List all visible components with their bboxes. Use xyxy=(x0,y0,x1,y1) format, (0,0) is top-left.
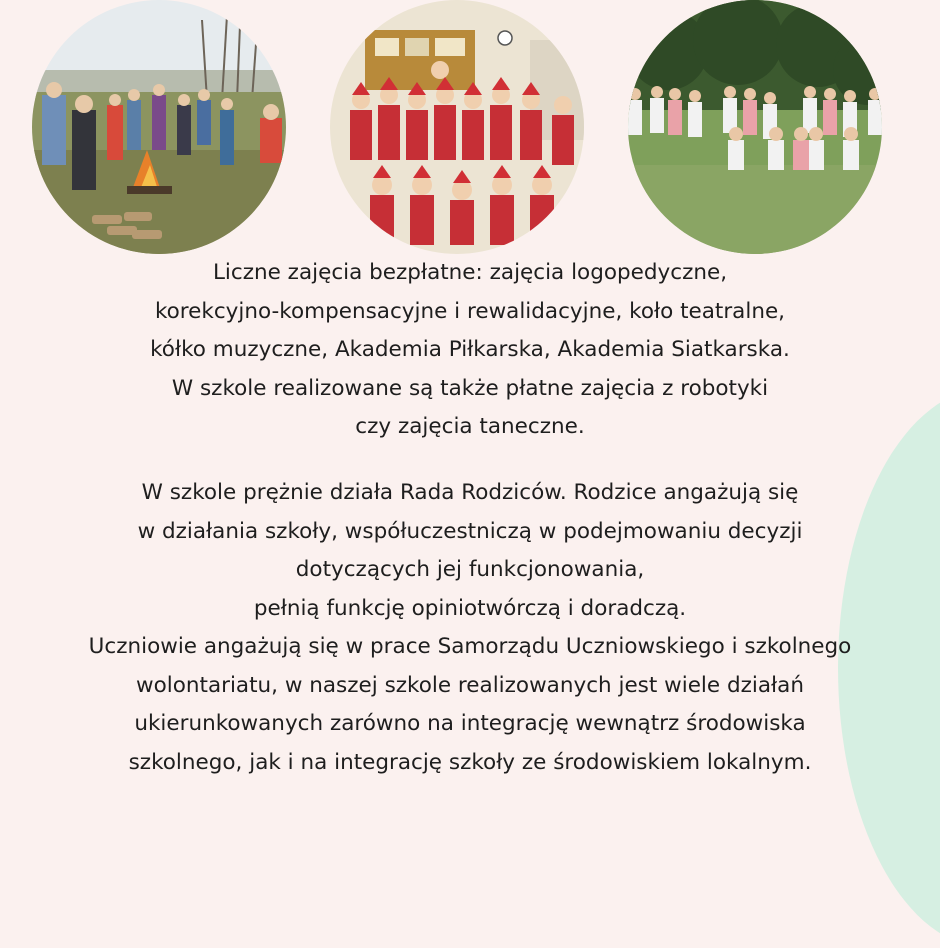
paragraph-line: pełnią funkcję opiniotwórczą i doradczą. xyxy=(253,595,687,621)
group-outdoor-photo-icon xyxy=(628,0,882,254)
paragraph-line: ukierunkowanych zarówno na integrację wewnątrz środowiska xyxy=(134,711,806,736)
paragraph-line: korekcyjno-kompensacyjne i rewalidacyjne, koło teatralne, xyxy=(154,298,786,324)
paragraph-activities xyxy=(0,254,940,447)
paragraph-line: dotyczących jej funkcjonowania, xyxy=(295,557,645,582)
campfire-photo-icon xyxy=(32,0,286,254)
paragraph-line: wolontariatu, w naszej szkole realizowanych jest wiele działań xyxy=(136,672,804,698)
christmas-class-photo-icon xyxy=(330,0,584,254)
paragraph-line: W szkole prężnie działa Rada Rodziców. Rodzice angażują się xyxy=(141,480,799,505)
paragraph-line: w działania szkoły, współuczestniczą w podejmowaniu decyzji xyxy=(137,518,803,544)
paragraph-line: Liczne zajęcia bezpłatne: zajęcia logopedyczne, xyxy=(212,260,728,285)
paragraph-line: szkolnego, jak i na integrację szkoły ze środowiskiem lokalnym. xyxy=(128,749,812,775)
paragraph-line: czy zajęcia taneczne. xyxy=(355,414,585,439)
paragraph-community xyxy=(0,474,940,782)
paragraph-line: Uczniowie angażują się w prace Samorządu Uczniowskiego i szkolnego xyxy=(88,634,852,659)
paragraph-line: W szkole realizowane są także płatne zajęcia z robotyki xyxy=(171,375,769,401)
paragraph-line: kółko muzyczne, Akademia Piłkarska, Akademia Siatkarska. xyxy=(150,337,790,362)
